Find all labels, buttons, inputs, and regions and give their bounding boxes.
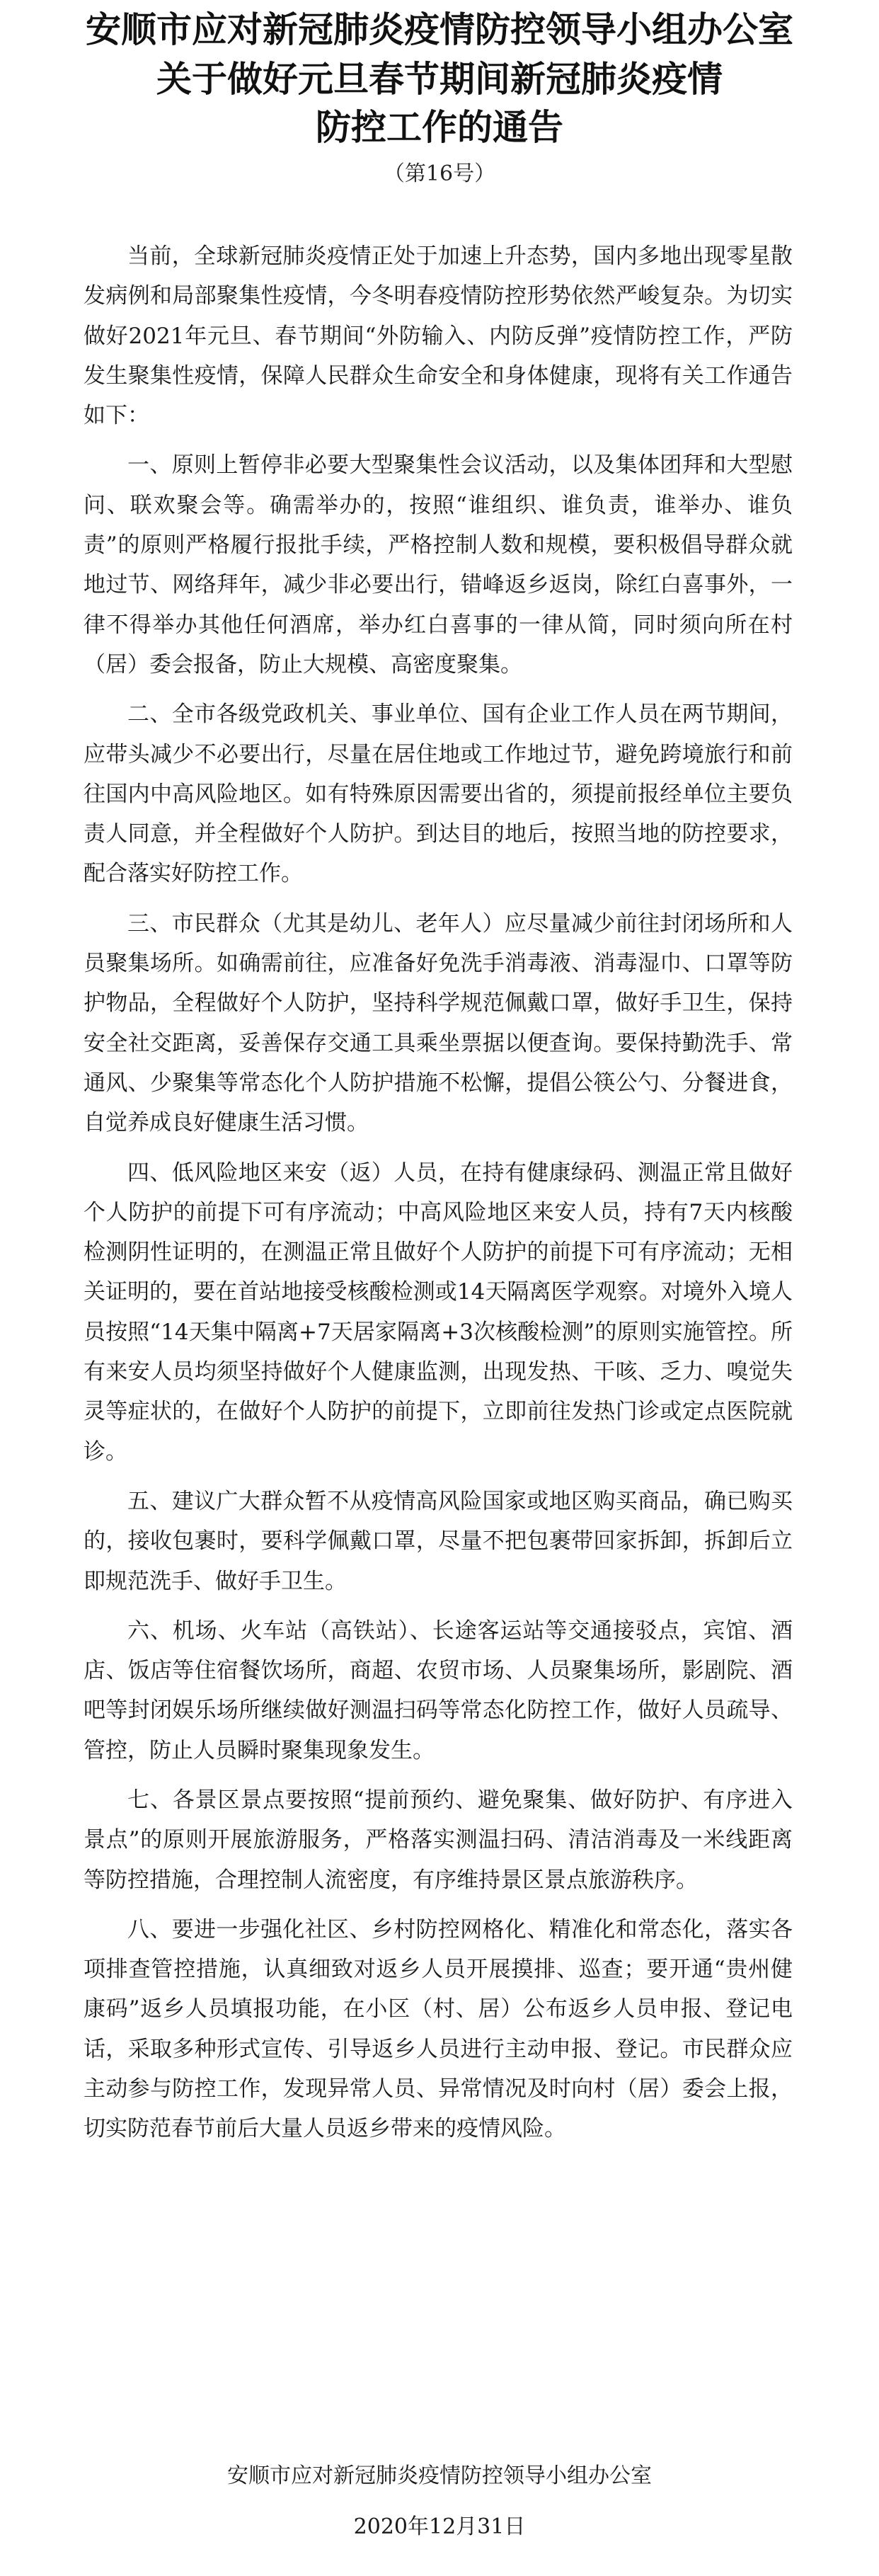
paragraph-item-7: 七、各景区景点要按照“提前预约、避免聚集、做好防护、有序进入景点”的原则开展旅游服务，严格落实测温扫码、清洁消毒及一米线距离等防控措施，合理控制人流密度，有序维持景区景点旅游秩序。 <box>84 1787 793 1893</box>
paragraph-item-4: 四、低风险地区来安（返）人员，在持有健康绿码、测温正常且做好个人防护的前提下可有序流动；中高风险地区来安人员，持有7天内核酸检测阴性证明的，在测温正常且做好个人防护的前提下可有序流动；无相关证明的，要在首站地接受核酸检测或14天隔离医学观察。对境外入境人员按照“14天集中隔离+7天居家隔离+3次核酸检测”的原则实施管控。所有来安人员均须坚持做好个人健康监测，出现发热、干咳、乏力、嗅觉失灵等症状的，在做好个人防护的前提下，立即前往发热门诊或定点医院就诊。 <box>84 1160 793 1465</box>
document-body <box>84 236 793 2159</box>
paragraph-item-8: 八、要进一步强化社区、乡村防控网格化、精准化和常态化，落实各项排查管控措施，认真细致对返乡人员开展摸排、巡查；要开通“贵州健康码”返乡人员填报功能，在小区（村、居）公布返乡人员申报、登记电话，采取多种形式宣传、引导返乡人员进行主动申报、登记。市民群众应主动参与防控工作，发现异常人员、异常情况及时向村（居）委会上报，切实防范春节前后大量人员返乡带来的疫情风险。 <box>84 1916 793 2142</box>
document-title-line-1: 安顺市应对新冠肺炎疫情防控领导小组办公室 <box>86 9 793 50</box>
document-title-line-3: 防控工作的通告 <box>316 107 563 148</box>
paragraph-item-5: 五、建议广大群众暂不从疫情高风险国家或地区购买商品，确已购买的，接收包裹时，要科学佩戴口罩，尽量不把包裹带回家拆卸，拆卸后立即规范洗手、做好手卫生。 <box>84 1488 793 1594</box>
paragraph-item-3: 三、市民群众（尤其是幼儿、老年人）应尽量减少前往封闭场所和人员聚集场所。如确需前往，应准备好免洗手消毒液、消毒湿巾、口罩等防护物品，全程做好个人防护，坚持科学规范佩戴口罩，做好手卫生，保持安全社交距离，妥善保存交通工具乘坐票据以便查询。要保持勤洗手、常通风、少聚集等常态化个人防护措施不松懈，提倡公筷公勺、分餐进食，自觉养成良好健康生活习惯。 <box>84 910 793 1136</box>
paragraph-intro: 当前，全球新冠肺炎疫情正处于加速上升态势，国内多地出现零星散发病例和局部聚集性疫情，今冬明春疫情防控形势依然严峻复杂。为切实做好2021年元旦、春节期间“外防输入、内防反弹”疫情防控工作，严防发生聚集性疫情，保障人民群众生命安全和身体健康，现将有关工作通告如下： <box>84 244 793 429</box>
paragraph-item-1: 一、原则上暂停非必要大型聚集性会议活动，以及集体团拜和大型慰问、联欢聚会等。确需举办的，按照“谁组织、谁负责，谁举办、谁负责”的原则严格履行报批手续，严格控制人数和规模，要积极倡导群众就地过节、网络拜年，减少非必要出行，错峰返乡返岗，除红白喜事外，一律不得举办其他任何酒席，举办红白喜事的一律从简，同时须向所在村（居）委会报备，防止大规模、高密度聚集。 <box>84 452 793 677</box>
document-title-line-2: 关于做好元旦春节期间新冠肺炎疫情 <box>156 59 723 100</box>
signature-organization: 安顺市应对新冠肺炎疫情防控领导小组办公室 <box>227 2463 652 2488</box>
paragraph-item-2: 二、全市各级党政机关、事业单位、国有企业工作人员在两节期间，应带头减少不必要出行，尽量在居住地或工作地过节，避免跨境旅行和前往国内中高风险地区。如有特殊原因需要出省的，须提前报经单位主要负责人同意，并全程做好个人防护。到达目的地后，按照当地的防控要求，配合落实好防控工作。 <box>84 702 793 887</box>
document-number: （第16号） <box>383 161 496 186</box>
paragraph-item-6: 六、机场、火车站（高铁站）、长途客运站等交通接驳点，宾馆、酒店、饭店等住宿餐饮场所，商超、农贸市场、人员聚集场所，影剧院、酒吧等封闭娱乐场所继续做好测温扫码等常态化防控工作，做好人员疏导、管控，防止人员瞬时聚集现象发生。 <box>84 1618 793 1763</box>
signature-date: 2020年12月31日 <box>353 2514 526 2539</box>
